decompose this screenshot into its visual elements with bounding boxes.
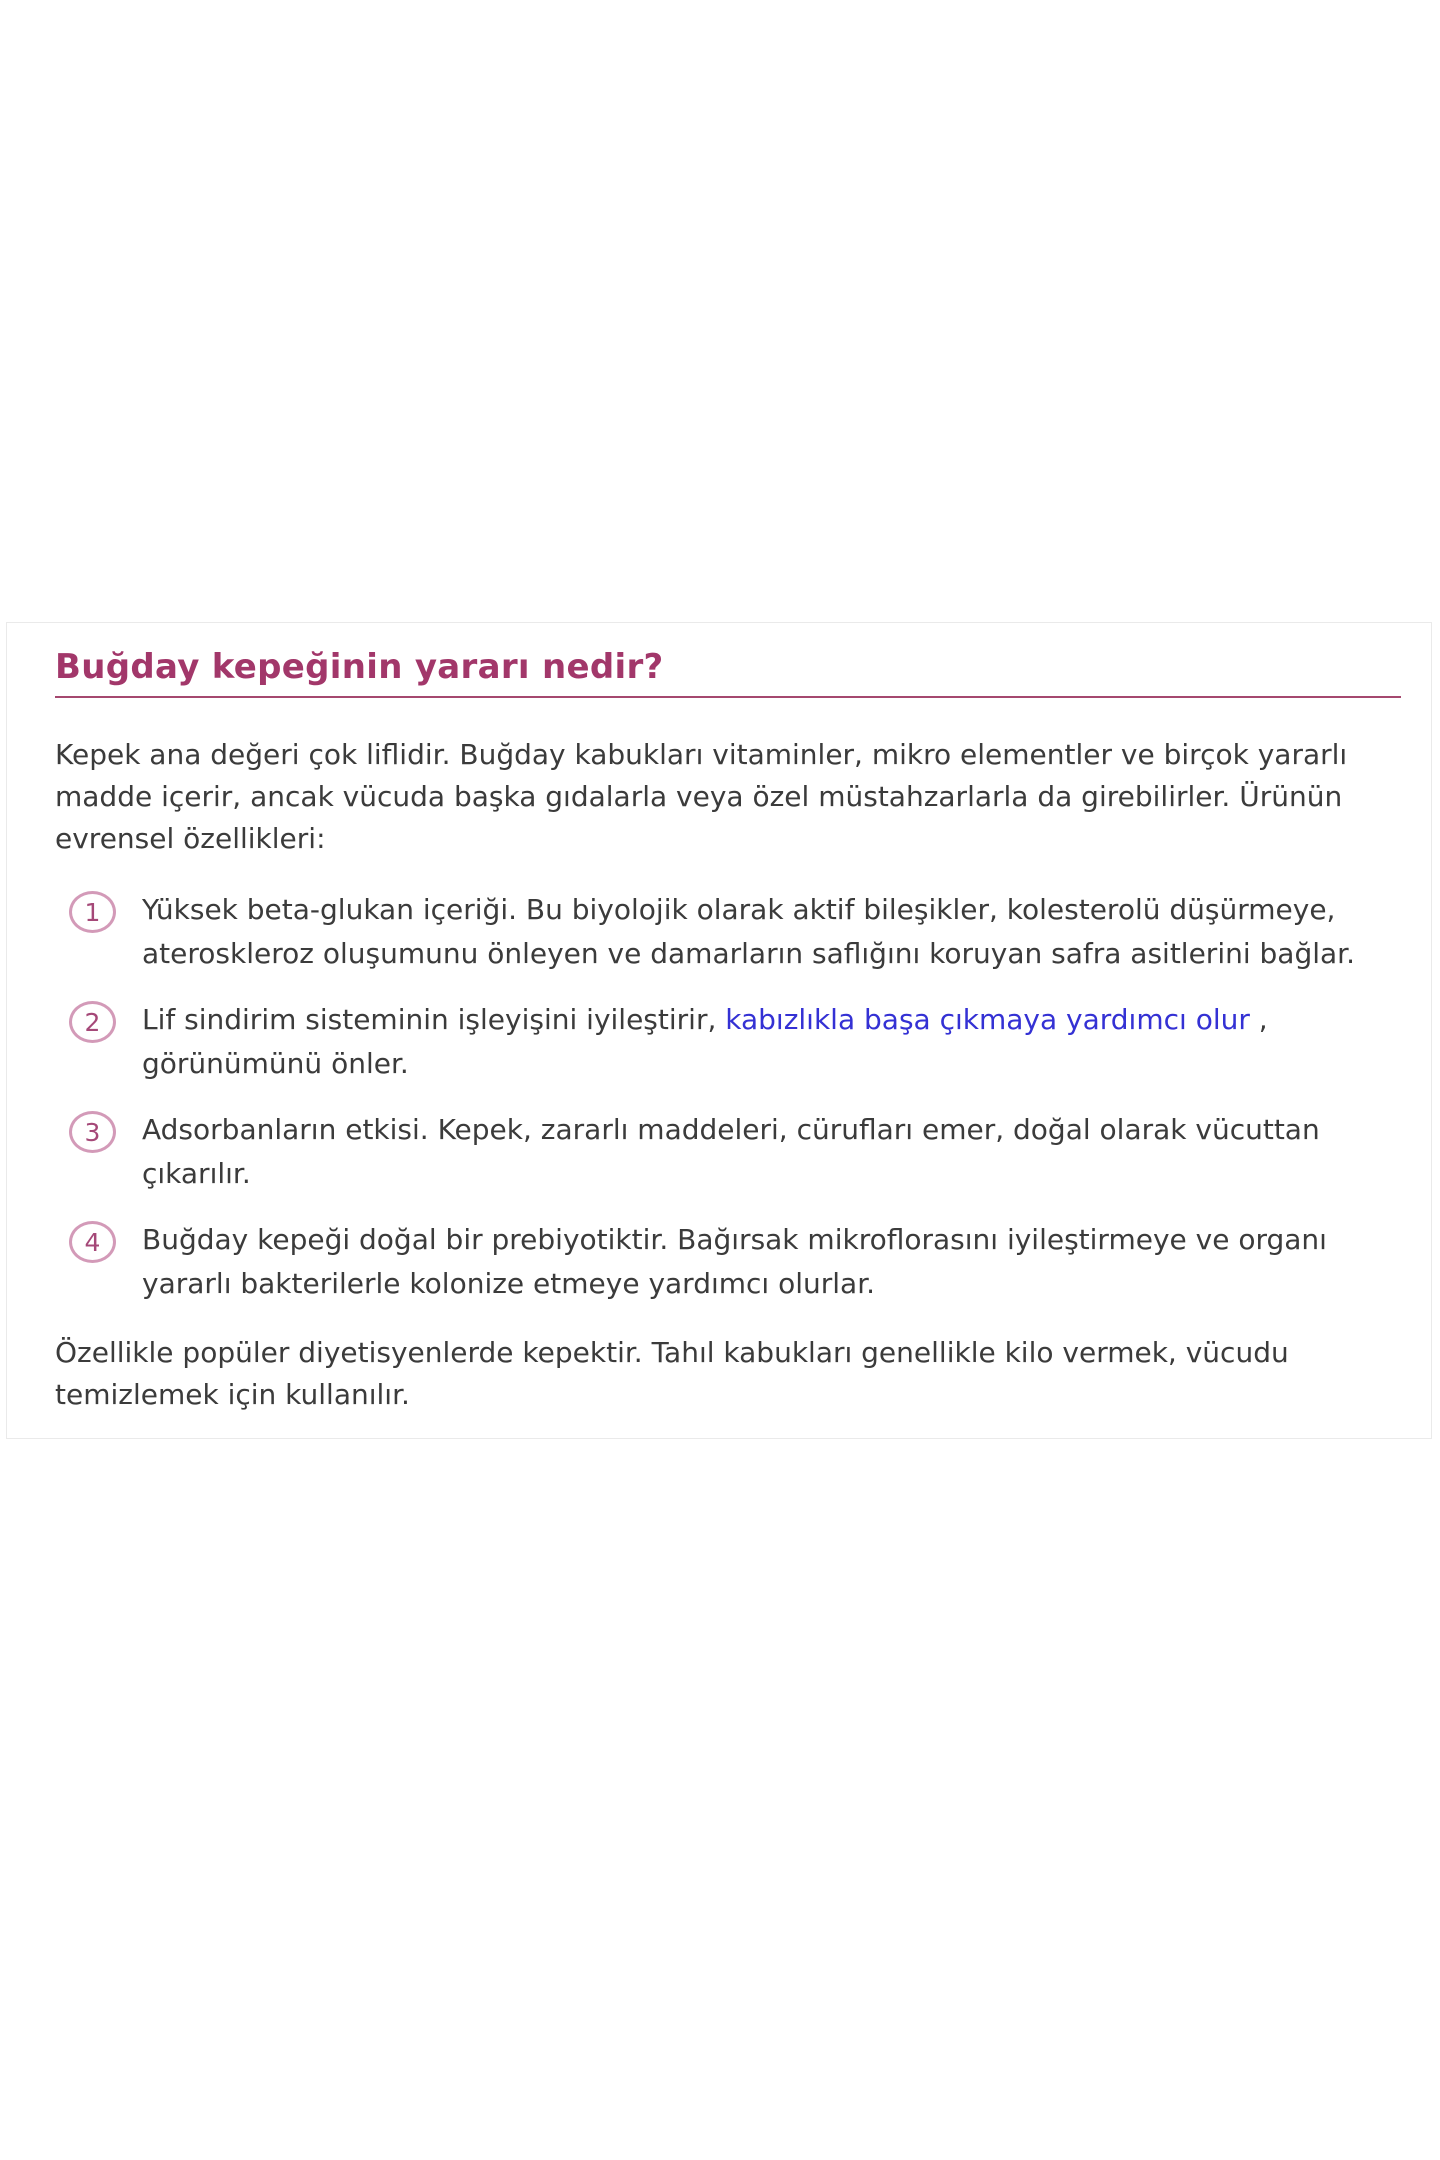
list-item-2-text-after: , görünümünü önler. [142,1003,1268,1080]
list-item-text-4: Buğday kepeği doğal bir prebiyotiktir. Bağırsak mikroflorasını iyileştirmeye ve organı yararlı bakterilerle kolonize etmeye yardımcı olurlar. [142,1223,1327,1300]
list-number-badge-3: 3 [69,1111,116,1153]
list-item-text-2 [142,998,1401,1086]
benefits-list [55,888,1401,1306]
heading-rule [55,696,1401,698]
list-item-text-1: Yüksek beta-glukan içeriği. Bu biyolojik olarak aktif bileşikler, kolesterolü düşürmeye, ateroskleroz oluşumunu önleyen ve damarların saflığını koruyan safra asitlerini bağlar. [142,893,1356,970]
intro-paragraph: Kepek ana değeri çok liflidir. Buğday kabukları vitaminler, mikro elementler ve birçok yararlı madde içerir, ancak vücuda başka gıdalarla veya özel müstahzarlarla da girebilirler. Ürünün evrensel özellikleri: [55,738,1348,855]
list-item-3 [55,1108,1401,1196]
list-item-2-text-before: Lif sindirim sisteminin işleyişini iyileştirir, [142,1003,726,1036]
list-item-text-3: Adsorbanların etkisi. Kepek, zararlı maddeleri, cürufları emer, doğal olarak vücuttan çıkarılır. [142,1113,1320,1190]
constipation-help-link[interactable]: kabızlıkla başa çıkmaya yardımcı olur [725,1003,1250,1036]
list-number-badge-4: 4 [69,1221,116,1263]
outro-paragraph: Özellikle popüler diyetisyenlerde kepektir. Tahıl kabukları genellikle kilo vermek, vücudu temizlemek için kullanılır. [55,1336,1289,1411]
list-number-badge-2: 2 [69,1001,116,1043]
article-heading: Buğday kepeğinin yararı nedir? [55,647,664,687]
list-number-badge-1: 1 [69,891,116,933]
list-item-2 [55,998,1401,1086]
list-item-4 [55,1218,1401,1306]
list-item-1 [55,888,1401,976]
article-container [6,622,1432,1439]
